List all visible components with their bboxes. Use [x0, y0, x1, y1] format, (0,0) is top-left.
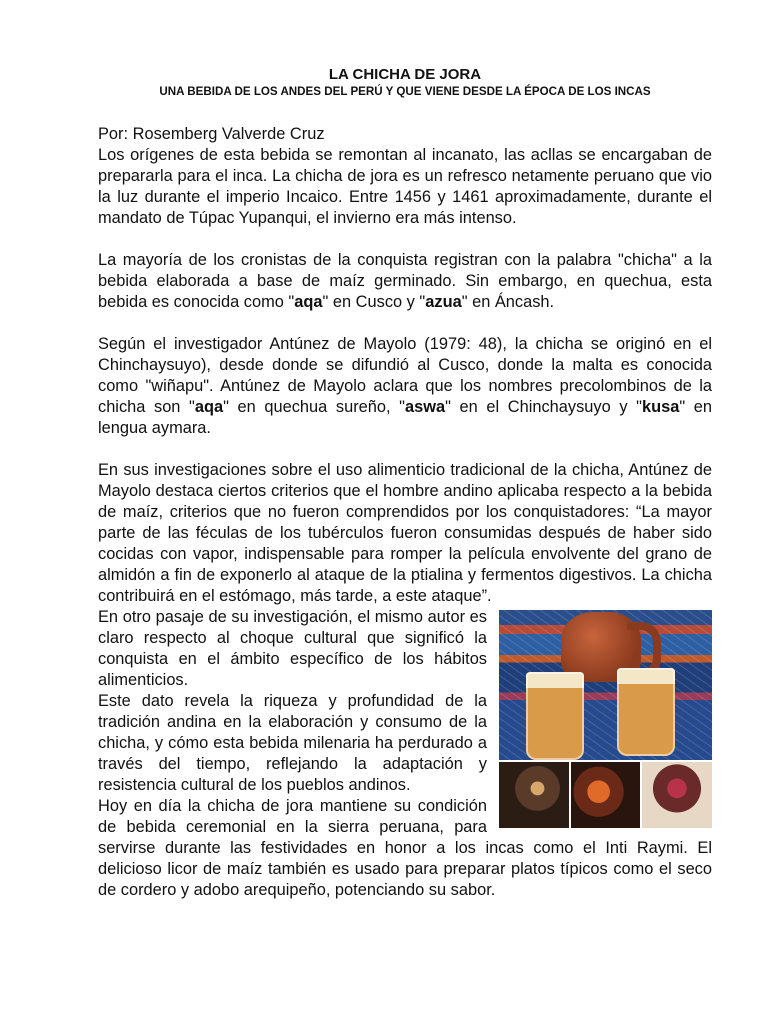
chicha-glass-image — [617, 668, 675, 756]
paragraph-chroniclers — [98, 250, 712, 313]
preparation-photo — [571, 762, 641, 828]
paragraph-origins: Los orígenes de esta bebida se remontan al incanato, las acllas se encargaban de prepararla para el inca. La chicha de jora es un refresco netamente peruano que vio la luz durante el imperio Incaico. Entre 1456 y 1461 aproximadamente, durante el mandato de Túpac Yupanqui, el invierno era más intenso. — [98, 146, 712, 227]
preparation-photo — [642, 762, 712, 828]
bold-term-aswa: aswa — [405, 398, 446, 416]
document-page — [98, 66, 712, 901]
paragraph-investigations: En sus investigaciones sobre el uso alimenticio tradicional de la chicha, Antúnez de Mayolo destaca ciertos criterios que el hombre andino aplicaba respecto a la bebida de maíz, criterios que no fueron comprendidos por los conquistadores: “La mayor parte de las féculas de los tubérculos fueron consumidas después de haber sido cocidas con vapor, indispensable para romper la película envolvente del grano de almidón a fin de exponerlo al ataque de la ptialina y fermentos digestivos. La chicha contribuirá en el estómago, más tarde, a este ataque”. — [98, 461, 712, 605]
text-fragment: " en Áncash. — [461, 293, 555, 311]
paragraph-ceremonial-today: Hoy en día la chicha de jora mantiene su condición de bebida ceremonial en la sierra peruana, para servirse durante las festividades en honor a los incas como el Inti Raymi. El delicioso licor de maíz también es usado para preparar platos típicos como el seco de cordero y adobo arequipeño, potenciando su sabor. — [98, 797, 712, 899]
bold-term-azua: azua — [425, 293, 462, 311]
document-subtitle: UNA BEBIDA DE LOS ANDES DEL PERÚ Y QUE VIENE DESDE LA ÉPOCA DE LOS INCAS — [159, 85, 651, 98]
text-fragment: " en Cusco y " — [322, 293, 426, 311]
paragraph-cultural-clash: En otro pasaje de su investigación, el mismo autor es claro respecto al choque cultural que significó la conquista en el ámbito específico de los hábitos alimenticios. — [98, 608, 487, 689]
chicha-glass-image — [526, 672, 584, 760]
text-fragment: " en lengua aymara. — [98, 398, 712, 437]
bold-term-aqa: aqa — [294, 293, 323, 311]
paragraph-mayolo-names — [98, 334, 712, 439]
text-fragment: Según el investigador Antúnez de Mayolo (1979: 48), la chicha se originó en el Chinchaysuyo), desde donde se difundió al Cusco, donde la malta es conocida como "wiñapu". Antúnez de Mayolo aclara que los nombres precolombinos de la chicha son " — [98, 335, 712, 416]
document-title: LA CHICHA DE JORA — [328, 66, 482, 83]
text-fragment: " en quechua sureño, " — [223, 398, 405, 416]
chicha-glasses-photo — [499, 610, 712, 760]
preparation-photo-strip — [499, 762, 712, 828]
author-line: Por: Rosemberg Valverde Cruz — [98, 125, 325, 143]
chicha-photo-collage — [499, 610, 712, 828]
bold-term-aqa: aqa — [194, 398, 224, 416]
preparation-photo — [499, 762, 569, 828]
text-fragment: " en el Chinchaysuyo y " — [445, 398, 642, 416]
document-body — [98, 124, 712, 901]
paragraph-andean-tradition: Este dato revela la riqueza y profundidad de la tradición andina en la elaboración y consumo de la chicha, y cómo esta bebida milenaria ha perdurado a través del tiempo, reflejando la adaptación y resistencia cultural de los pueblos andinos. — [98, 692, 487, 794]
bold-term-kusa: kusa — [641, 398, 680, 416]
text-fragment: La mayoría de los cronistas de la conquista registran con la palabra "chicha" a la bebida elaborada a base de maíz germinado. Sin embargo, en quechua, esta bebida es conocida como " — [98, 251, 712, 311]
